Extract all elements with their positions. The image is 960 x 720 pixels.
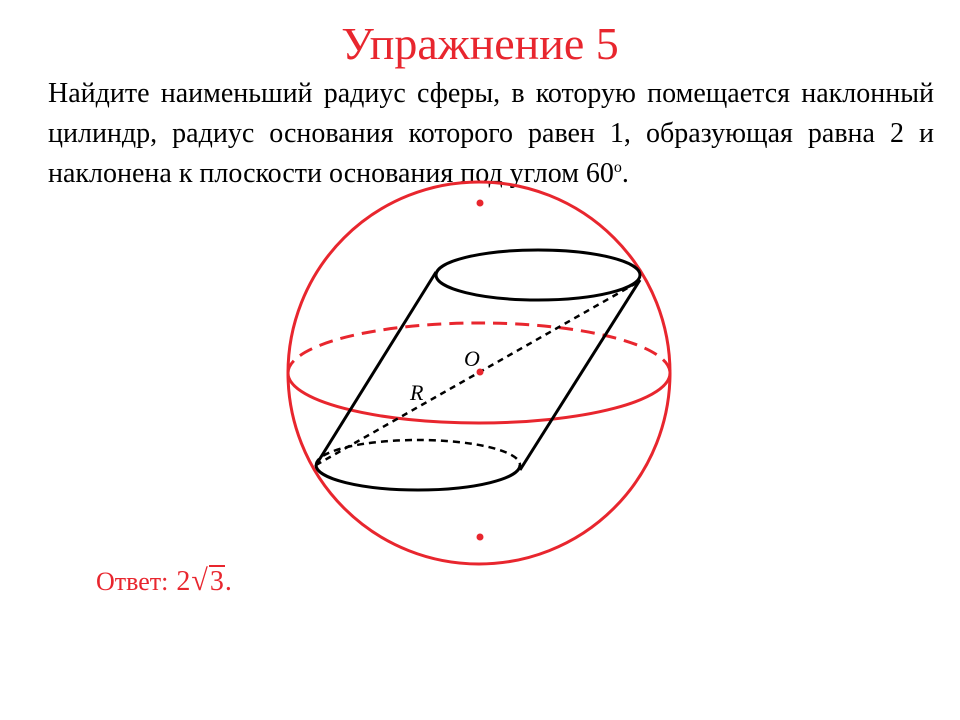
sphere-bottom-point <box>477 534 484 541</box>
center-label: O <box>464 346 480 371</box>
answer-coefficient: 2 <box>176 566 191 597</box>
answer-label: Ответ: <box>96 567 169 596</box>
degree-sign: o <box>613 159 622 176</box>
slide-title: Упражнение 5 <box>341 18 619 69</box>
sphere-top-point <box>477 200 484 207</box>
cylinder-left-generator <box>316 272 436 465</box>
answer-value <box>176 564 231 598</box>
radius-label: R <box>410 380 424 405</box>
problem-end: . <box>621 158 629 189</box>
cylinder-bottom-base-back <box>316 440 520 465</box>
problem-text: Найдите наименьший радиус сферы, в которую помещается наклонный цилиндр, радиус основания которого равен 1, образующая равна 2 и наклонена к плоскости основания под углом 60 <box>48 78 934 189</box>
cylinder-top-base <box>436 250 640 300</box>
cylinder-bottom-base-front <box>316 465 520 490</box>
cylinder-right-generator <box>520 280 640 470</box>
answer-line <box>96 564 232 608</box>
answer-radicand: 3 <box>209 566 224 597</box>
answer-end: . <box>224 566 232 597</box>
radical-sign: √ <box>191 564 208 597</box>
